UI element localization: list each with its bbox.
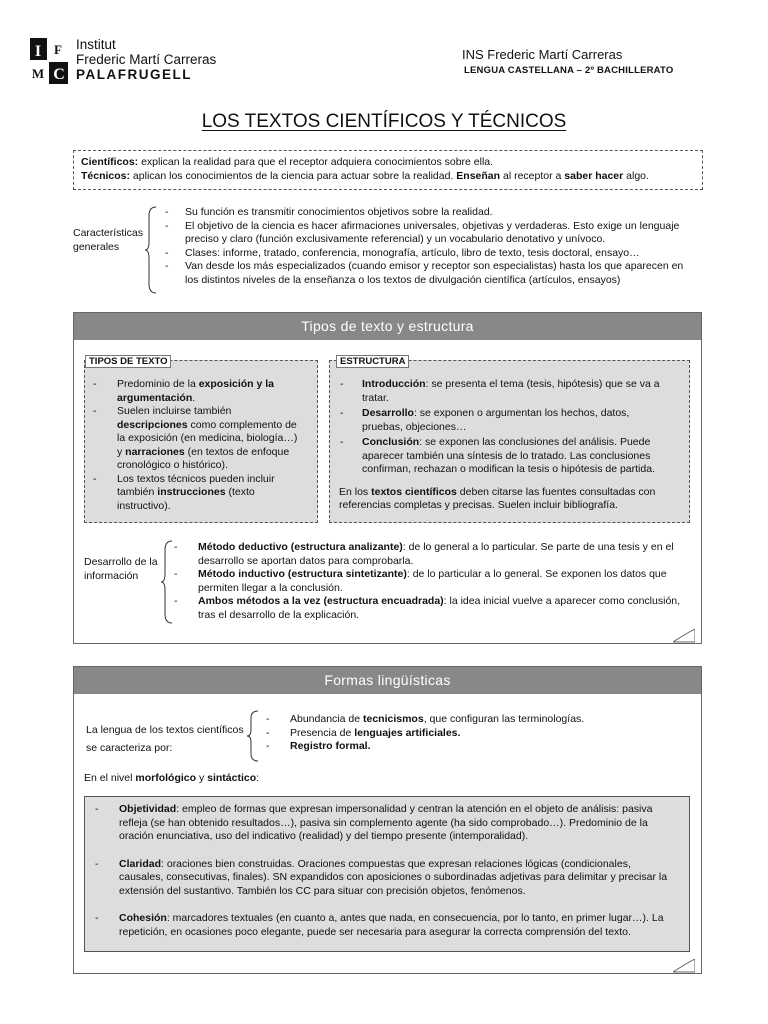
caracteristicas-label: Características generales — [73, 227, 144, 253]
rasgos-box — [84, 796, 690, 952]
list-item: - Cohesión: marcadores textuales (en cuanto a, antes que nada, en consecuencia, por lo tanto, en primer lugar…). La repetición, en ocasiones poco elegante, puede ser necesaria para asegurar la correcta comprensión del texto. — [91, 912, 671, 939]
lengua-label: La lengua de los textos científicos se caracteriza por: — [86, 724, 244, 754]
logo-letter: I — [34, 43, 42, 60]
list-item: - Desarrollo: se exponen o argumentan los hechos, datos, pruebas, objeciones… — [336, 407, 666, 434]
brace-icon — [246, 710, 260, 762]
list-item: - El objetivo de la ciencia es hacer afirmaciones universales, objetivas y verdaderas. Esto exige un lenguaje preciso y claro (función exclusivamente referencial) y un vocabulario denotativo y unívoco. — [161, 220, 691, 247]
list-item: - Método deductivo (estructura analizante): de lo general a lo particular. Se parte de una tesis y en el desarrollo se aportan datos para comprobarla. — [170, 541, 686, 568]
estructura-note: En los textos científicos deben citarse las fuentes consultadas con referencias completas y precisas. Suelen incluir bibliografía. — [339, 485, 656, 511]
desarrollo-label: Desarrollo de la información — [84, 556, 158, 582]
list-item: - Predominio de la exposición y la argumentación. — [89, 378, 301, 405]
institute-line: Institut — [76, 37, 116, 52]
logo-letter: C — [53, 66, 65, 83]
school-logo — [30, 38, 68, 84]
school-name: INS Frederic Martí Carreras — [462, 47, 623, 62]
list-item: - Presencia de lenguajes artificiales. — [262, 727, 682, 741]
metodos-list — [170, 541, 686, 622]
caracteristicas-list — [161, 206, 691, 287]
institute-name — [76, 37, 216, 82]
list-item: - Registro formal. — [262, 740, 682, 754]
definitions-box — [73, 150, 703, 190]
section-title: Tipos de texto y estructura — [74, 313, 701, 340]
list-item: - Objetividad: empleo de formas que expresan impersonalidad y centran la atención en el objeto de análisis: pasiva refleja (se han obtenido resultados…), pasiva sin complemento agente (ha sido comprobado…). Predominio de la oración enunciativa, uso del indicativo (realidad) y del tiempo presente (intemporalidad). — [91, 803, 671, 844]
tipos-de-texto-box — [84, 356, 318, 523]
section-title: Formas lingüísticas — [74, 667, 701, 694]
subject-name: LENGUA CASTELLANA – 2º BACHILLERATO — [464, 65, 674, 76]
logo-letter: M — [31, 66, 45, 81]
list-item: - Claridad: oraciones bien construidas. Oraciones compuestas que expresan relaciones lógicas (condicionales, causales, consecutivas, finales). SN expandidos con aposiciones o subordinadas adjetivas para delimitar y precisar la extensión del sustantivo. También los CC para situar con precisión objetos, fenómenos. — [91, 858, 671, 899]
box-tag: TIPOS DE TEXTO — [85, 355, 171, 368]
definition-tecnicos: Técnicos: aplican los conocimientos de la ciencia para actuar sobre la realidad. Enseñan al receptor a saber hacer algo. — [81, 170, 649, 182]
list-item: - Los textos técnicos pueden incluir también instrucciones (texto instructivo). — [89, 473, 301, 514]
nivel-label: En el nivel morfológico y sintáctico: — [84, 772, 260, 784]
list-item: - Introducción: se presenta el tema (tesis, hipótesis) que se va a tratar. — [336, 378, 666, 405]
list-item: - Método inductivo (estructura sintetizante): de lo particular a lo general. Se exponen los datos que permiten llegar a la conclusión. — [170, 568, 686, 595]
estructura-box — [329, 356, 690, 523]
page-curl-icon — [673, 959, 695, 973]
list-item: - Abundancia de tecnicismos, que configuran las terminologías. — [262, 713, 682, 727]
list-item: - Suelen incluirse también descripciones como complemento de la exposición (en medicina, biología…) y narraciones (en textos de enfoque cronológico o histórico). — [89, 405, 301, 473]
page-title: LOS TEXTOS CIENTÍFICOS Y TÉCNICOS — [201, 111, 567, 132]
list-item: - Van desde los más especializados (cuando emisor y receptor son especialistas) hasta los que aparecen en los distintos niveles de la enseñanza o los textos de divulgación científica (artículos, ensayos) — [161, 260, 691, 287]
page-curl-icon — [673, 629, 695, 643]
list-item: - Clases: informe, tratado, conferencia, monografía, artículo, libro de texto, tesis doctoral, ensayo… — [161, 247, 691, 261]
list-item: - Conclusión: se exponen las conclusiones del análisis. Puede aparecer también una síntesis de lo tratado. Las conclusiones confirman, rechazan o modifican la tesis o hipótesis de partida. — [336, 436, 666, 477]
lengua-list — [262, 713, 682, 754]
logo-letter: F — [54, 42, 62, 57]
definition-cientificos: Científicos: explican la realidad para que el receptor adquiera conocimientos sobre ella. — [81, 156, 494, 168]
brace-icon — [144, 206, 158, 294]
document-header — [462, 47, 673, 76]
box-tag: ESTRUCTURA — [336, 355, 409, 368]
institute-town: PALAFRUGELL — [76, 67, 192, 82]
institute-line: Frederic Martí Carreras — [76, 52, 217, 67]
list-item: - Su función es transmitir conocimientos objetivos sobre la realidad. — [161, 206, 691, 220]
list-item: - Ambos métodos a la vez (estructura encuadrada): la idea inicial vuelve a aparecer como conclusión, tras el desarrollo de la explicación. — [170, 595, 686, 622]
